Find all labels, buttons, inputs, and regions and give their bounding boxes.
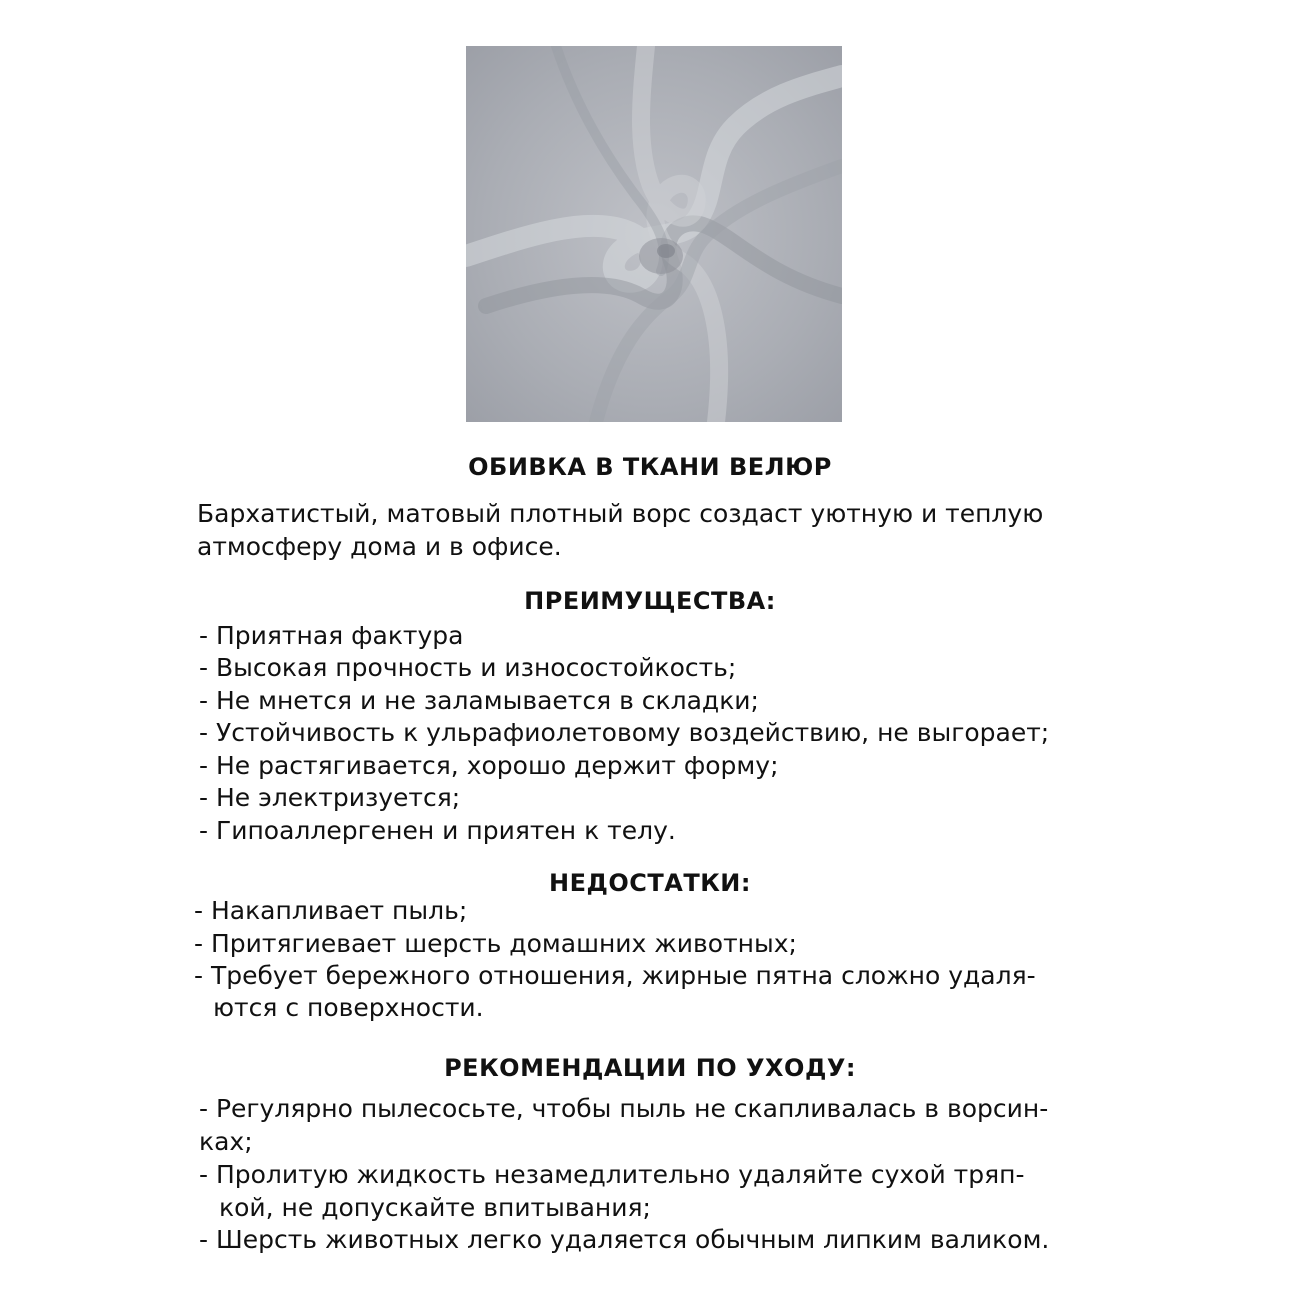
list-item-continuation: ются с поверхности. [213, 993, 484, 1022]
description-line: Бархатистый, матовый плотный ворс создаст уютную и теплую [197, 499, 1044, 528]
list-item: - Регулярно пылесосьте, чтобы пыль не скапливалась в ворсин- [199, 1094, 1049, 1123]
disadvantages-heading: НЕДОСТАТКИ: [549, 869, 751, 897]
fabric-swirl-graphic [466, 46, 842, 422]
care-heading: РЕКОМЕНДАЦИИ ПО УХОДУ: [444, 1054, 856, 1082]
list-item: - Устойчивость к ульрафиолетовому воздействию, не выгорает; [199, 718, 1050, 747]
advantages-heading: ПРЕИМУЩЕСТВА: [524, 587, 776, 615]
page-title: ОБИВКА В ТКАНИ ВЕЛЮР [468, 453, 832, 481]
list-item-continuation: ках; [199, 1127, 253, 1156]
list-item: - Требует бережного отношения, жирные пятна сложно удаля- [194, 961, 1036, 990]
list-item: - Пролитую жидкость незамедлительно удаляйте сухой тряп- [199, 1160, 1025, 1189]
list-item: - Гипоаллергенен и приятен к телу. [199, 816, 676, 845]
list-item: - Не мнется и не заламывается в складки; [199, 686, 759, 715]
description [197, 497, 1157, 563]
list-item: - Притягиевает шерсть домашних животных; [194, 929, 797, 958]
description-line: атмосферу дома и в офисе. [197, 532, 562, 561]
list-item: - Приятная фактура [199, 621, 464, 650]
list-item: - Шерсть животных легко удаляется обычным липким валиком. [199, 1225, 1050, 1254]
list-item: - Не электризуется; [199, 783, 461, 812]
list-item: - Накапливает пыль; [194, 896, 468, 925]
list-item-continuation: кой, не допускайте впитывания; [219, 1193, 651, 1222]
list-item: - Высокая прочность и износостойкость; [199, 653, 737, 682]
list-item: - Не растягивается, хорошо держит форму; [199, 751, 779, 780]
velour-fabric-image [466, 46, 842, 422]
